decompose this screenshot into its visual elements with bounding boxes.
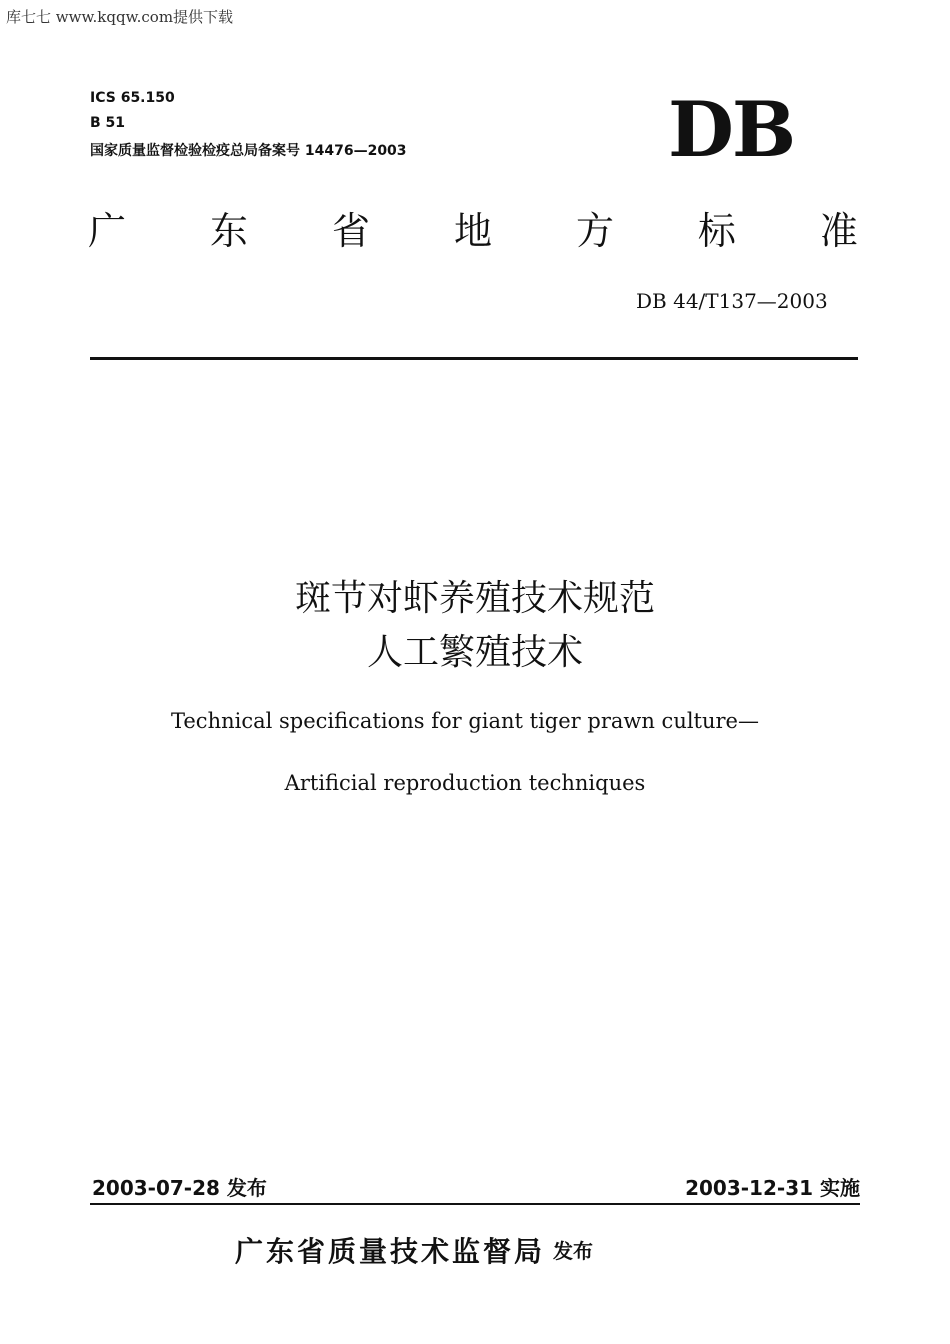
issuer-name: 广东省质量技术监督局	[235, 1235, 546, 1268]
issuer-line	[235, 1230, 593, 1270]
standard-category-title	[88, 200, 858, 255]
en-title-line2: Artificial reproduction techniques	[284, 771, 646, 795]
title-char: 地	[453, 209, 492, 253]
ics-code: ICS 65.150	[90, 90, 175, 106]
footer-divider	[90, 1203, 860, 1205]
filing-number: 国家质量监督检验检疫总局备案号 14476—2003	[90, 143, 407, 159]
cn-title-line2: 人工繁殖技术	[366, 632, 583, 673]
release-date: 2003-07-28 发布	[92, 1176, 267, 1200]
ccs-code: B 51	[90, 115, 126, 131]
title-char: 方	[575, 209, 614, 253]
standard-number: DB 44/T137—2003	[636, 289, 828, 313]
cn-title-line1: 斑节对虾养殖技术规范	[294, 578, 655, 619]
title-char: 准	[819, 209, 858, 253]
watermark-text: 库七七 www.kqqw.com提供下载	[6, 8, 234, 26]
db-logo: DB	[668, 85, 795, 174]
title-char: 东	[209, 209, 248, 253]
title-char: 省	[331, 209, 370, 253]
header-divider	[90, 357, 858, 360]
title-char: 标	[697, 209, 736, 253]
en-title-line1: Technical specifications for giant tiger prawn culture—	[171, 709, 759, 733]
implementation-date: 2003-12-31 实施	[685, 1176, 860, 1200]
title-char: 广	[88, 209, 127, 253]
issuer-suffix: 发布	[553, 1239, 594, 1263]
